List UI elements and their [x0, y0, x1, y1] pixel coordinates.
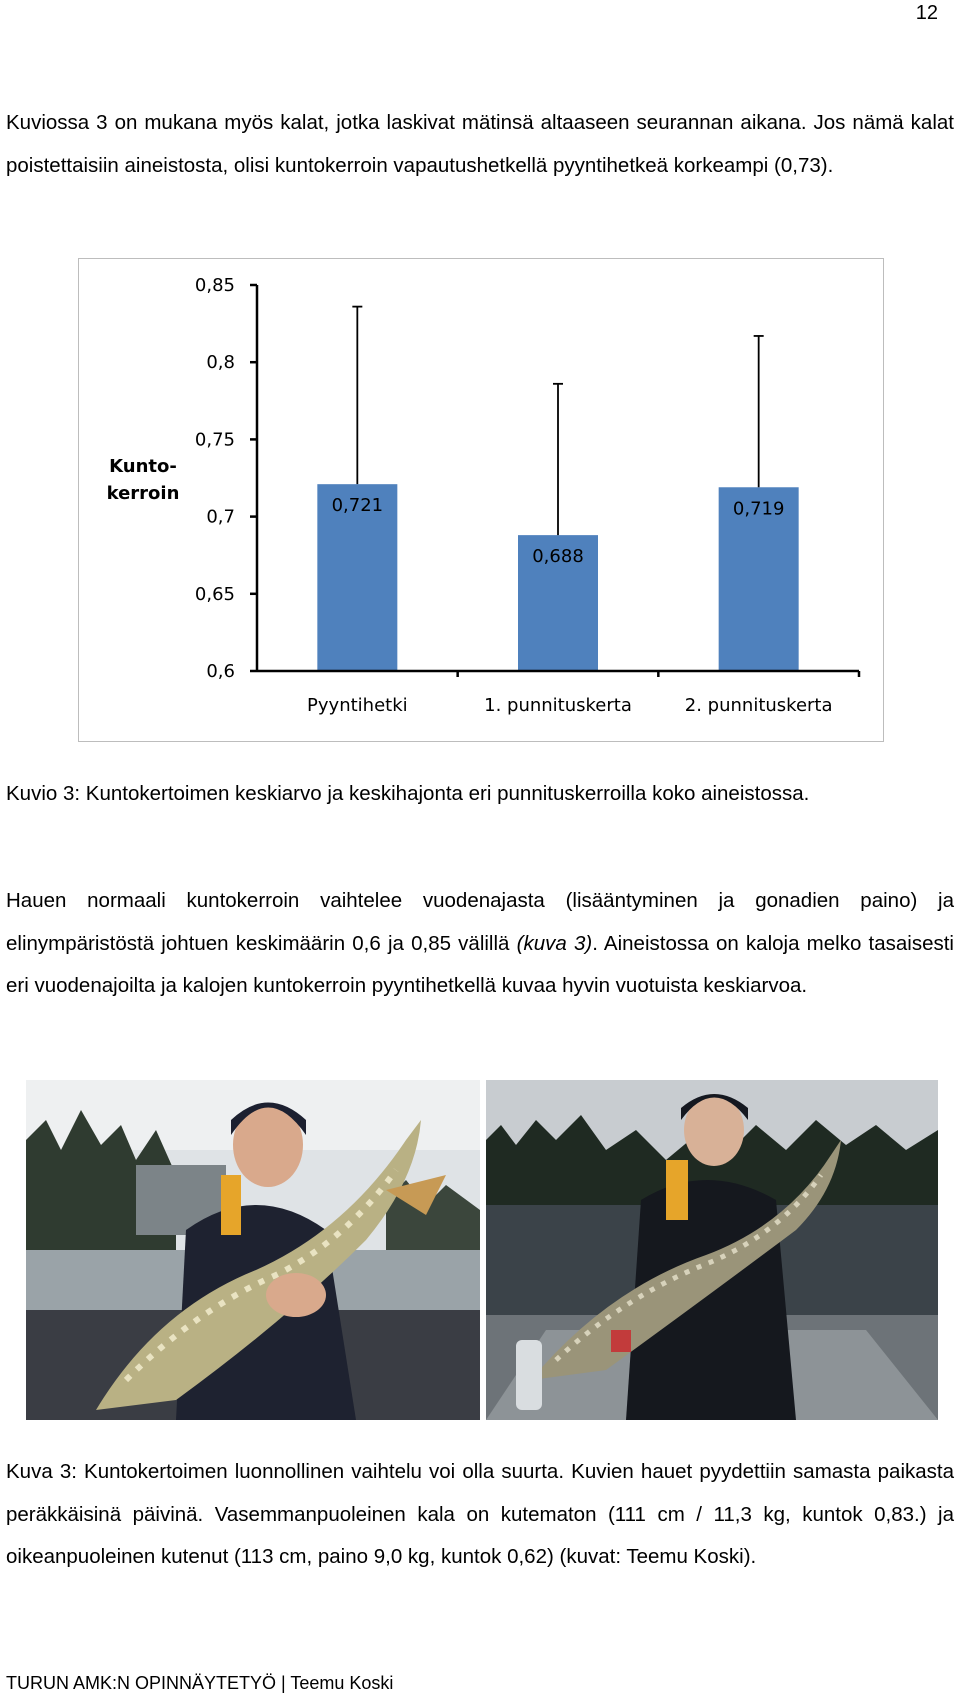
paragraph-normal-condition: [6, 880, 954, 1008]
y-tick-label: 0,8: [206, 352, 235, 374]
x-category-label: Pyyntihetki: [307, 695, 408, 716]
x-category-label: 2. punnituskerta: [684, 695, 833, 716]
page-number: 12: [915, 2, 938, 24]
y-tick-label: 0,85: [194, 275, 235, 296]
y-tick-label: 0,75: [194, 429, 235, 451]
photo-caption: Kuva 3: Kuntokertoimen luonnollinen vaihtelu voi olla suurta. Kuvien hauet pyydettiin samasta paikasta peräkkäisinä päivinä. Vasemmanpuoleinen kala on kutematon (111 cm / 11,3 kg, kuntok 0,83.) ja oikeanpuoleinen kutenut (113 cm, paino 9,0 kg, kuntok 0,62) (kuvat: Teemu Koski).: [6, 1460, 954, 1568]
paragraph-italic-ref: (kuva 3): [516, 931, 593, 955]
paragraph-part1: Hauen normaali kuntokerroin vaihtelee vuodenajasta (lisääntyminen ja gonadien paino) ja elinympäristöstä johtuen keskimäärin 0,6 ja 0,85 välillä: [6, 889, 954, 955]
photo-left-pike: [26, 1080, 480, 1420]
y-tick-label: 0,65: [194, 583, 235, 605]
y-tick-label: 0,7: [206, 506, 235, 528]
footer: TURUN AMK:N OPINNÄYTETYÖ | Teemu Koski: [6, 1673, 394, 1693]
y-axis-label-line2: kerroin: [106, 483, 180, 504]
bar-value-label: 0,688: [532, 546, 584, 568]
chart-canvas: [79, 259, 885, 743]
y-tick-label: 0,6: [206, 661, 235, 682]
figure-caption: Kuvio 3: Kuntokertoimen keskiarvo ja keskihajonta eri punnituskerroilla koko aineistossa.: [6, 782, 810, 805]
bar-chart: [78, 258, 884, 742]
photo-right-pike: [486, 1080, 938, 1420]
bar-value-label: 0,719: [732, 498, 785, 520]
paragraph-part2: . Aineistossa on kaloja melko tasaisesti eri vuodenajoilta ja kalojen kuntokerroin pyyntihetkellä kuvaa hyvin vuotuista keskiarvoa.: [6, 931, 954, 997]
bar-value-label: 0,721: [331, 495, 384, 517]
y-axis-label-line1: Kunto-: [109, 456, 177, 477]
paragraph-intro: Kuviossa 3 on mukana myös kalat, jotka laskivat mätinsä altaaseen seurannan aikana. Jos nämä kalat poistettaisiin aineistosta, olisi kuntokerroin vapautushetkellä pyyntihetkeä korkeampi (0,73).: [6, 111, 954, 177]
x-category-label: 1. punnituskerta: [484, 695, 632, 716]
